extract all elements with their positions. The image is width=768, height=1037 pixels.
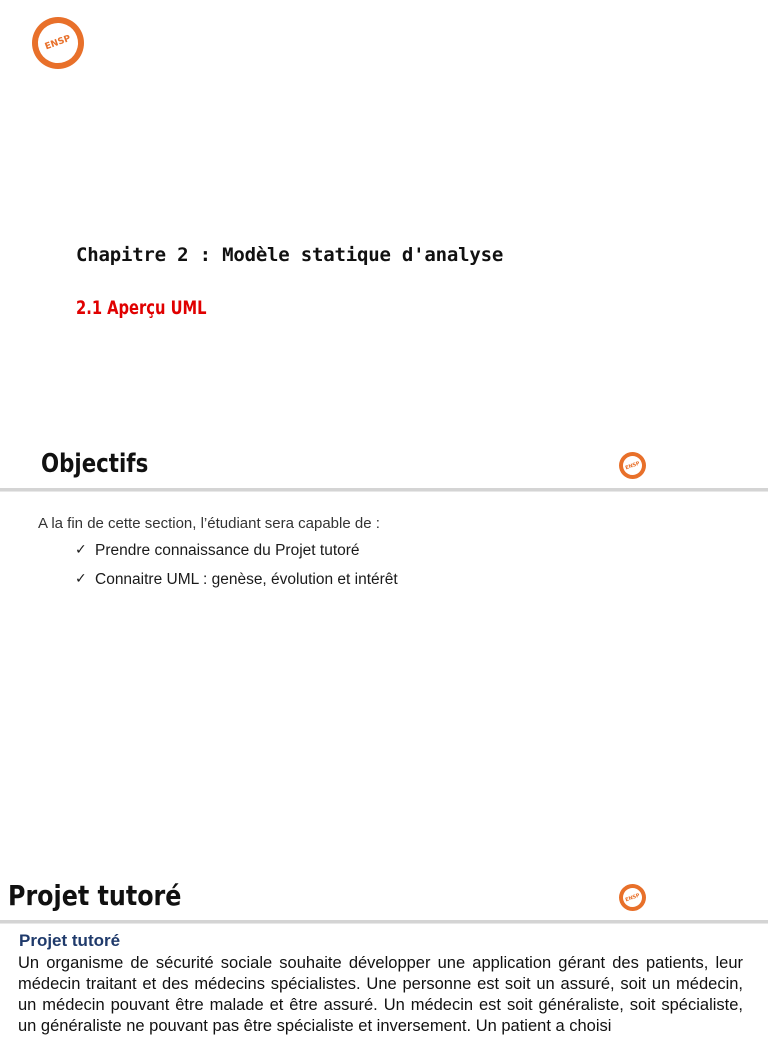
projet-heading: Projet tutoré [8, 879, 182, 912]
list-item-text: Prendre connaissance du Projet tutoré [95, 542, 360, 559]
section-title: 2.1 Aperçu UML [76, 297, 207, 319]
objectifs-heading: Objectifs [41, 449, 149, 479]
list-item-text: Connaitre UML : genèse, évolution et intérêt [95, 571, 398, 588]
checkmark-icon: ✓ [75, 571, 87, 587]
objectifs-list [75, 542, 398, 600]
ensp-logo-small [619, 884, 646, 911]
projet-subtitle: Projet tutoré [19, 931, 121, 950]
objectifs-intro: A la fin de cette section, l’étudiant sera capable de : [38, 515, 380, 532]
heading-divider [0, 488, 768, 492]
checkmark-icon: ✓ [75, 542, 87, 558]
ensp-logo [32, 17, 84, 69]
list-item [75, 571, 398, 600]
ensp-logo-text: ENSP [619, 452, 646, 479]
ensp-logo-text: ENSP [619, 884, 646, 911]
list-item [75, 542, 398, 571]
ensp-logo-small [619, 452, 646, 479]
heading-divider [0, 920, 768, 924]
ensp-logo-text: ENSP [31, 16, 85, 70]
chapter-title: Chapitre 2 : Modèle statique d'analyse [76, 244, 504, 266]
projet-description: Un organisme de sécurité sociale souhaite développer une application gérant des patients, leur médecin traitant et des médecins spécialistes. Une personne est soit un assuré, soit un médecin, un médecin pouvant être malade et être assuré. Un médecin est soit généraliste, soit spécialiste, un généraliste ne pouvant pas être spécialiste et inversement. Un patient a choisi [18, 954, 743, 1035]
